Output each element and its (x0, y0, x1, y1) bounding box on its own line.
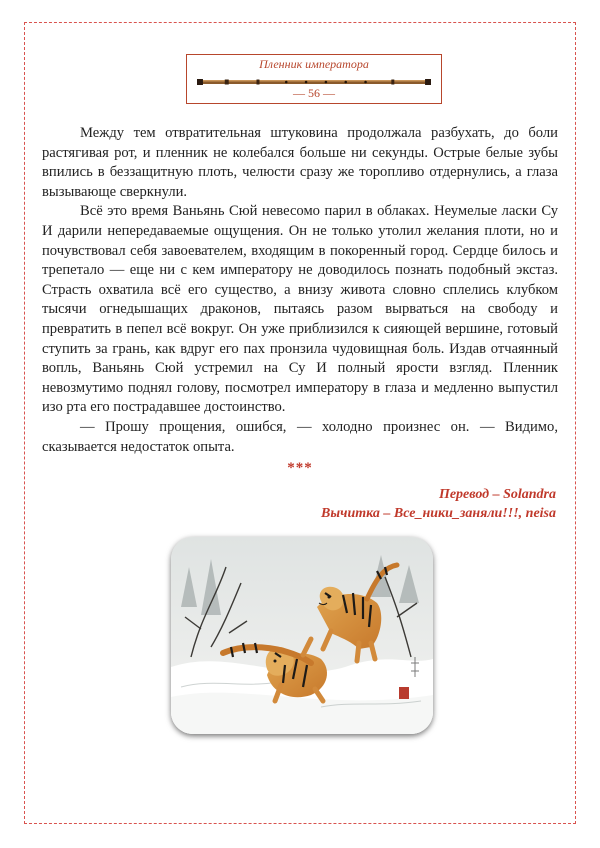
flute-ornament-icon (197, 79, 431, 85)
running-header (186, 54, 442, 104)
paragraph: — Прошу прощения, ошибся, — холодно произнес он. — Видимо, сказывается недостаток опыта. (42, 418, 558, 455)
page-number: — 56 — (293, 86, 335, 100)
illustration (171, 537, 433, 734)
translator-credit: Перевод – Solandra (438, 487, 556, 502)
credits (321, 485, 556, 523)
book-title: Пленник императора (259, 57, 369, 71)
two-tigers-in-snow-icon (171, 537, 433, 734)
paragraph: Всё это время Ваньянь Сюй невесомо парил в облаках. Неумелые ласки Су И дарили непередаваемые ощущения. Он не только утолил желания плоти, но и почувствовал себя завоевателем, входящим в покоренный город. Сердце билось и трепетало — еще ни с кем императору не доводилось познать подобный экстаз. Страсть охватила всё его существо, а внизу живота словно сплелись клубком тысячи огнедышащих драконов, пытаясь разом вырваться на свободу и превратить в пепел всё вокруг. Он уже приблизился к сияющей вершине, готовый ступить за грань, как вдруг его пах пронзила чудовищная боль. Издав отчаянный вопль, Ваньянь Сюй устремил на Су И полный ярости взгляд. Пленник невозмутимо поднял голову, посмотрел императору в глаза и медленно выпустил изо рта его пострадавшее достоинство. (42, 203, 558, 416)
paragraph: Между тем отвратительная штуковина продолжала разбухать, до боли растягивая рот, и пленник не колебался больше ни секунды. Острые белые зубы впились в беззащитную плоть, челюсти сразу же торопливо отдернулись, а глаза вызывающе сверкнули. (42, 125, 558, 200)
section-separator: *** (287, 460, 313, 476)
body-text (42, 124, 558, 457)
proofreader-credit: Вычитка – Все_ники_заняли!!!, neisa (321, 506, 556, 521)
